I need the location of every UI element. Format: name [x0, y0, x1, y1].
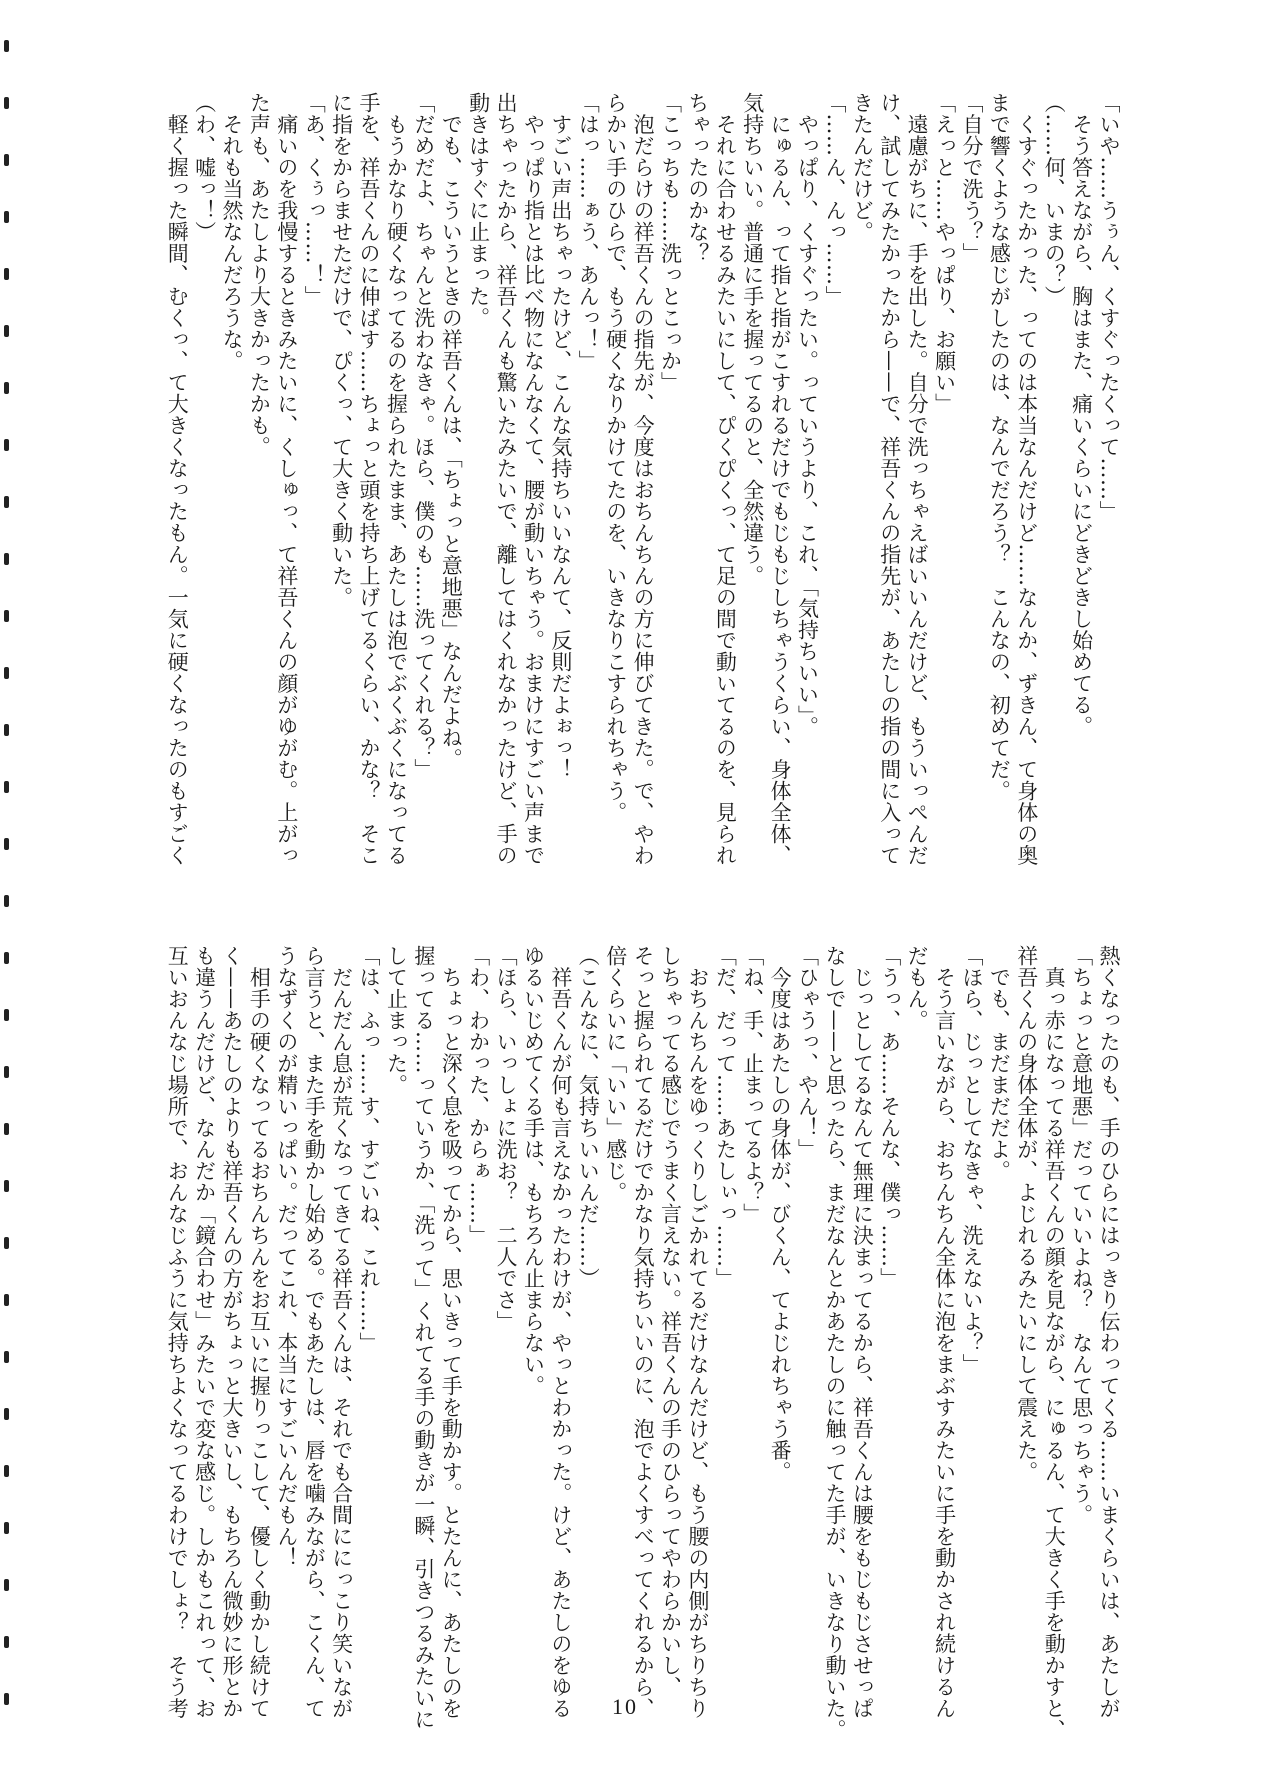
text-column: それに合わせるみたいにして、ぴくぴくっ、て足の間で動いてるのを、見られ [713, 92, 738, 866]
binding-mark [4, 1294, 9, 1306]
binding-mark [4, 154, 9, 166]
binding-mark [4, 1237, 9, 1249]
text-column: ゆるいじめてくる手は、もちろん止まらない。 [521, 945, 546, 1397]
binding-mark [4, 97, 9, 109]
text-column: 泡だらけの祥吾くんの指先が、今度はおちんちんの方に伸びてきた。で、やわ [631, 92, 656, 866]
text-column: （……何、いまの？） [1042, 92, 1067, 307]
text-column: しちゃってる感じでうまく言えない。祥吾くんの手のひらってやわらかいし、 [658, 945, 683, 1698]
text-column: に指をからませただけで、ぴくっ、て大きく動いた。 [329, 92, 354, 608]
text-column: 熱くなったのも、手のひらにはっきり伝わってくる……いまくらいは、あたしが [1097, 945, 1121, 1719]
text-column: 「は、ふっ……す、すごいね、これ……」 [357, 945, 382, 1354]
text-column: 握ってる……っていうか、「洗って」くれてる手の動きが一瞬、引きつるみたいに [411, 945, 436, 1730]
text-column: 祥吾くんの身体全体が、よじれるみたいにして震えた。 [1014, 945, 1039, 1483]
text-column: 「わ、わかった、からぁ……」 [466, 945, 491, 1246]
text-column: 倍くらいに「いい」感じ。 [603, 945, 628, 1203]
text-column: 「あ、くぅっ……！」 [302, 92, 327, 307]
text-column: きたんだけど。 [850, 92, 875, 243]
text-column: 今度はあたしの身体が、びくん、てよじれちゃう番。 [768, 945, 793, 1483]
text-column: 相手の硬くなってるおちんちんをお互いに握りっこして、優しく動かし続けて [247, 945, 272, 1719]
text-column: じっとしてるなんて無理に決まってるから、祥吾くんは腰をもじもじさせっぱ [850, 945, 875, 1719]
text-column: 互いおんなじ場所で、おんなじふうに気持ちよくなってるわけでしょ？ そう考 [165, 945, 190, 1719]
text-column: 動きはすぐに止まった。 [466, 92, 491, 329]
binding-mark [4, 1123, 9, 1135]
text-column: 「ほら、じっとしてなきゃ、洗えないよ？」 [959, 945, 984, 1375]
binding-mark [4, 952, 9, 964]
text-column: でも、まだまだだよ。 [987, 945, 1012, 1182]
text-column: でも、こういうときの祥吾くんは、「ちょっと意地悪」なんだよね。 [439, 92, 464, 770]
binding-mark [4, 1180, 9, 1192]
text-block-top [163, 92, 1122, 892]
binding-mark [4, 268, 9, 280]
text-column: そっと握られてるだけでかなり気持ちいいのに、泡でよくすべってくれるから、 [631, 945, 656, 1719]
text-column: ちゃったのかな？ [685, 92, 710, 264]
text-column: 出ちゃったから、祥吾くんも驚いたみたいで、離してはくれなかったけど、手の [494, 92, 519, 866]
binding-mark [4, 1408, 9, 1420]
text-column: らかい手のひらで、もう硬くなりかけてたのを、いきなりこすられちゃう。 [603, 92, 628, 823]
binding-mark [4, 40, 9, 52]
text-column: 「こっちも……洗っとこっか」 [658, 92, 683, 393]
text-column: 痛いのを我慢するときみたいに、くしゅっ、て祥吾くんの顔がゆがむ。上がっ [274, 92, 299, 866]
text-column: （わ、嘘っ！） [192, 92, 217, 243]
text-column: やっぱり、くすぐったい。っていうより、これ、「気持ちいい」。 [795, 92, 820, 738]
text-column: まで響くような感じがしたのは、なんでだろう？ こんなの、初めてだ。 [987, 92, 1012, 802]
binding-mark [4, 1693, 9, 1705]
text-column: それも当然なんだろうな。 [220, 92, 244, 372]
text-column: 気持ちいい。普通に手を握ってるのと、全然違う。 [740, 92, 765, 587]
text-column: 「ひゃうっ、やん！」 [795, 945, 820, 1160]
text-column: 「いや……うぅん、くすぐったくって……」 [1097, 92, 1121, 522]
text-column: ら言うと、また手を動かし始める。でもあたしは、唇を噛みながら、こくん、て [302, 945, 327, 1719]
text-column: ちょっと深く息を吸ってから、思いきって手を動かす。とたんに、あたしのを [439, 945, 464, 1719]
binding-mark [4, 895, 9, 907]
text-column: うなずくのが精いっぱい。だってこれ、本当にすごいんだもん！ [274, 945, 299, 1569]
text-column: して止まった。 [384, 945, 409, 1096]
text-column: 「自分で洗う？」 [959, 92, 984, 264]
text-column: （こんなに、気持ちいいんだ……） [576, 945, 601, 1289]
text-column: もうかなり硬くなってるのを握られたまま、あたしは泡でぶくぶくになってる [384, 92, 409, 866]
binding-mark [4, 724, 9, 736]
text-column: すごい声出ちゃったけど、こんな気持ちいいなんて、反則だよぉっ！ [548, 92, 573, 780]
text-column: 「ほら、いっしょに洗お？ 二人でさ」 [494, 945, 519, 1332]
text-column: た声も、あたしより大きかったかも。 [247, 92, 272, 458]
text-column: やっぱり指とは比べ物になんなくて、腰が動いちゃう。おまけにすごい声まで [521, 92, 546, 866]
binding-mark [4, 781, 9, 793]
text-column: 「だ、だって……あたしぃっ……」 [713, 945, 738, 1289]
text-column: なしで——と思ったら、まだなんとかあたしのに触ってた手が、いきなり動いた。 [822, 945, 847, 1741]
text-column: も違うんだけど、なんだか「鏡合わせ」みたいで変な感じ。しかもこれって、お [192, 945, 217, 1719]
binding-mark [4, 325, 9, 337]
binding-mark [4, 1522, 9, 1534]
page-number: 10 [612, 1694, 638, 1719]
text-column: 真っ赤になってる祥吾くんの顔を見ながら、にゅるん、て大きく手を動かすと、 [1042, 945, 1067, 1741]
text-column: 手を、祥吾くんのに伸ばす……ちょっと頭を持ち上げてるくらい、かな？ そこ [357, 92, 382, 866]
binding-mark [4, 1009, 9, 1021]
text-column: だんだん息が荒くなってきてる祥吾くんは、それでも合間ににっこり笑いなが [329, 945, 354, 1719]
text-column: そう言いながら、おちんちん全体に泡をまぶすみたいに手を動かされ続けるん [932, 945, 957, 1719]
text-column: 「ね、手、止まってるよ？」 [740, 945, 765, 1225]
binding-mark [4, 439, 9, 451]
text-column: 「……ん、んっ……」 [822, 92, 847, 307]
text-column: そう答えながら、胸はまた、痛いくらいにどきどきし始めてる。 [1069, 92, 1094, 737]
text-column: 軽く握った瞬間、むくっ、て大きくなったもん。一気に硬くなったのもすごく [165, 92, 190, 866]
binding-mark [4, 667, 9, 679]
text-column: 「えっと……やっぱり、お願い」 [932, 92, 957, 415]
text-column: く——あたしのよりも祥吾くんの方がちょっと大きいし、もちろん微妙に形とか [220, 945, 244, 1719]
text-block-bottom [163, 945, 1122, 1745]
text-column: くすぐったかった、ってのは本当なんだけど……なんか、ずきん、て身体の奥 [1014, 92, 1039, 866]
binding-mark [4, 496, 9, 508]
text-column: おちんちんをゆっくりしごかれてるだけなんだけど、もう腰の内側がちりちり [685, 945, 710, 1719]
text-column: 祥吾くんが何も言えなかったわけが、やっとわかった。けど、あたしのをゆる [548, 945, 573, 1719]
text-column: 「ちょっと意地悪」だっていいよね？ なんて思っちゃう。 [1069, 945, 1094, 1526]
binding-mark [4, 838, 9, 850]
binding-mark [4, 553, 9, 565]
binding-mark [4, 1066, 9, 1078]
binding-mark [4, 1465, 9, 1477]
binding-mark [4, 1351, 9, 1363]
binding-mark [4, 610, 9, 622]
binding-mark [4, 211, 9, 223]
text-column: にゅるん、って指と指がこすれるだけでもじもじしちゃうくらい、身体全体、 [768, 92, 793, 866]
text-column: 「はっ……ぁう、あんっ！」 [576, 92, 601, 372]
text-column: だもん。 [905, 945, 930, 1031]
binding-mark [4, 1579, 9, 1591]
text-column: 遠慮がちに、手を出した。自分で洗っちゃえばいいんだけど、もういっぺんだ [905, 92, 930, 866]
binding-mark [4, 382, 9, 394]
text-column: 「だめだよ、ちゃんと洗わなきゃ。ほら、僕のも……洗ってくれる？」 [411, 92, 436, 780]
binding-mark [4, 1636, 9, 1648]
text-column: け、試してみたかったから——で、祥吾くんの指先が、あたしの指の間に入って [877, 92, 902, 866]
text-column: 「うっ、あ……そんな、僕っ……」 [877, 945, 902, 1289]
